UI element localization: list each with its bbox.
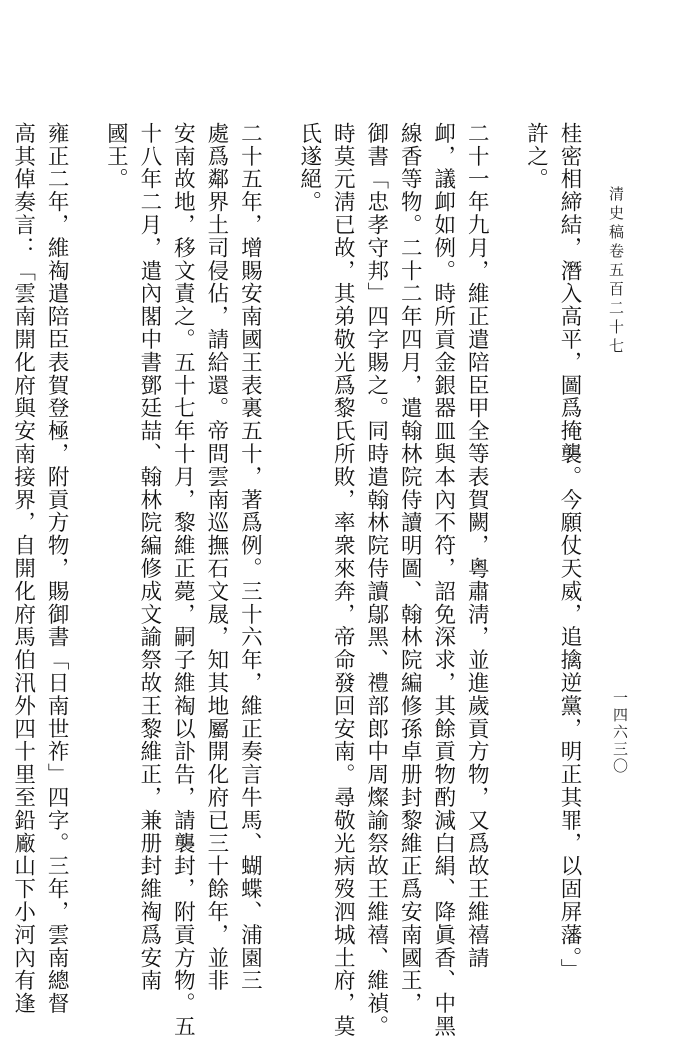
- text-column: 二十五年，增賜安南國王表裏五十，著爲例。三十六年，維正奏言牛馬、蝴蝶、浦園三: [237, 122, 263, 993]
- text-column: 桂密相締結，潛入高平，圖爲掩襲。今願仗天威，追擒逆黨，明正其罪，以固屏藩。」: [557, 122, 582, 982]
- text-column: 安南故地，移文責之。五十七年十月，黎維正薨，嗣子維祹以訃告，請襲封，附貢方物。五: [170, 122, 196, 1038]
- text-column: 御書「忠孝守邦」四字賜之。同時遣翰林院侍讀鄔黑、禮部郎中周燦諭祭故王維禧、維禎。: [363, 122, 389, 1038]
- body-text: [10, 122, 586, 1038]
- text-column: 國王。: [103, 122, 129, 191]
- text-column: 十八年二月，遣內閣中書鄧廷喆、翰林院編修成文諭祭故王黎維正，兼册封維祹爲安南: [136, 122, 162, 993]
- text-column: 氏遂絕。: [296, 122, 322, 214]
- text-column: 許之。: [523, 122, 549, 191]
- text-column: 雍正二年，維祹遣陪臣表賀登極，附貢方物，賜御書「日南世祚」四字。三年，雲南總督: [44, 122, 70, 1016]
- text-column: 二十一年九月，維正遣陪臣甲全等表賀闕，粵肅淸，並進歲貢方物，又爲故王維禧請: [464, 122, 490, 970]
- text-column: 高其倬奏言：「雲南開化府與安南接界，自開化府馬伯汛外四十里至鉛廠山下小河內有逢: [10, 122, 36, 1016]
- text-column: 處爲鄰界土司侵佔，請給還。帝問雲南巡撫石文晟，知其地屬開化府已三十餘年，並非: [203, 122, 229, 993]
- text-column: 時莫元淸已故，其弟敬光爲黎氏所敗，率衆來奔，帝命發回安南。尋敬光病歿泗城土府，莫: [330, 122, 356, 1038]
- page-number: 一四六三〇: [611, 690, 629, 775]
- running-title: 清史稿卷五百二十七: [607, 186, 625, 357]
- text-column: 線香等物。二十二年四月，遣翰林院侍讀明圖、翰林院編修孫卓册封黎維正爲安南國王，: [397, 122, 423, 1016]
- text-column: 卹，議卹如例。時所貢金銀器皿與本內不符，詔免深求，其餘貢物酌減白絹、降眞香、中黑: [430, 122, 456, 1038]
